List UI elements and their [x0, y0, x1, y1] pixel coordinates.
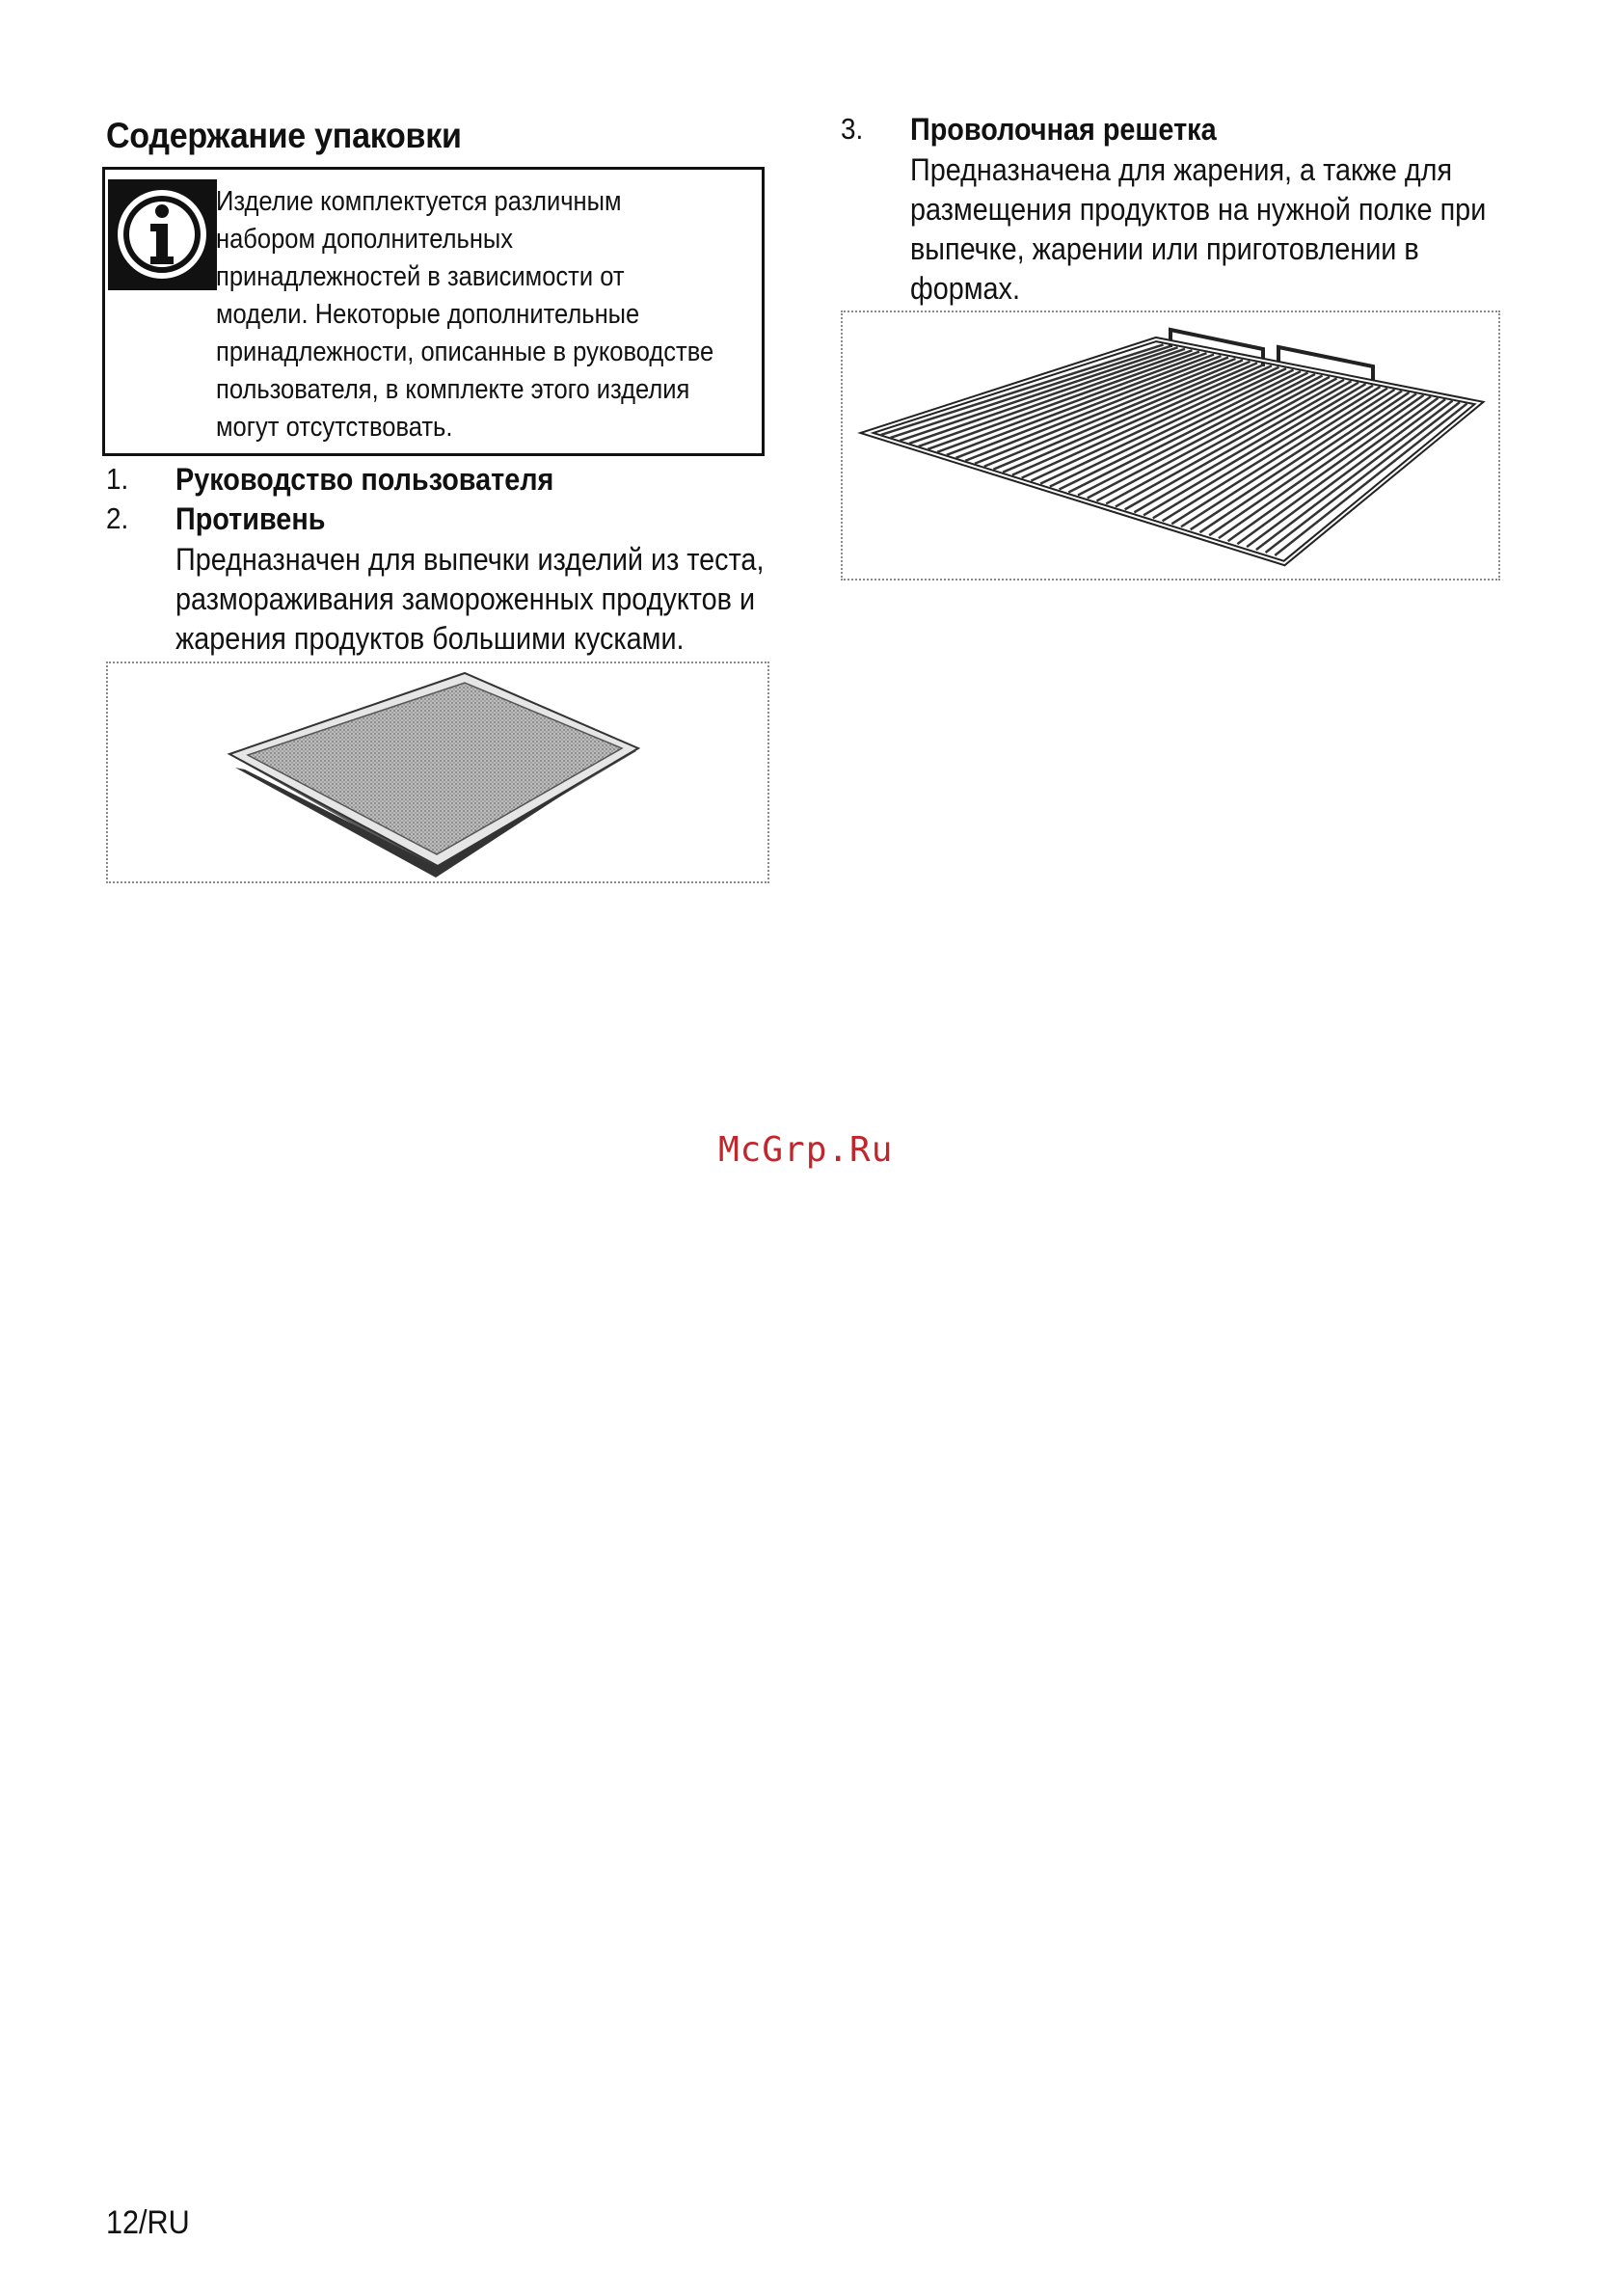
baking-tray-figure: [106, 662, 769, 883]
info-note-text: [216, 183, 714, 446]
info-line: набором дополнительных: [216, 224, 514, 255]
item-number: 3.: [841, 112, 864, 146]
info-line: пользователя, в комплекте этого изделия: [216, 374, 690, 405]
description-line: Предназначена для жарения, а также для: [910, 152, 1453, 187]
wire-grill-figure: [841, 311, 1500, 581]
description-line: жарения продуктов большими кусками.: [175, 621, 685, 656]
info-line: принадлежности, описанные в руководстве: [216, 337, 714, 367]
item-description-grill: [910, 150, 1486, 309]
info-line: принадлежностей в зависимости от: [216, 261, 625, 292]
item-title-grill: Проволочная решетка: [910, 112, 1217, 147]
page-number: 12/RU: [106, 2204, 190, 2241]
item-title-tray: Противень: [175, 501, 326, 536]
section-title: Содержание упаковки: [106, 116, 462, 155]
item-description-tray: [175, 540, 764, 659]
item-number: 1.: [106, 462, 129, 496]
item-number: 2.: [106, 501, 129, 535]
info-icon: [108, 179, 217, 290]
description-line: Предназначен для выпечки изделий из теста,: [175, 542, 765, 577]
description-line: размещения продуктов на нужной полке при: [910, 192, 1487, 227]
info-line: Изделие комплектуется различным: [216, 186, 622, 217]
description-line: формах.: [910, 271, 1020, 306]
baking-tray-image: [108, 663, 767, 881]
info-line: модели. Некоторые дополнительные: [216, 299, 640, 330]
wire-grill-image: [843, 312, 1498, 579]
item-title-manual: Руководство пользователя: [175, 462, 554, 497]
description-line: выпечке, жарении или приготовлении в: [910, 231, 1419, 266]
description-line: размораживания замороженных продуктов и: [175, 581, 756, 616]
info-line: могут отсутствовать.: [216, 412, 453, 443]
info-note: [102, 167, 765, 456]
watermark: McGrp.Ru: [718, 1130, 894, 1170]
